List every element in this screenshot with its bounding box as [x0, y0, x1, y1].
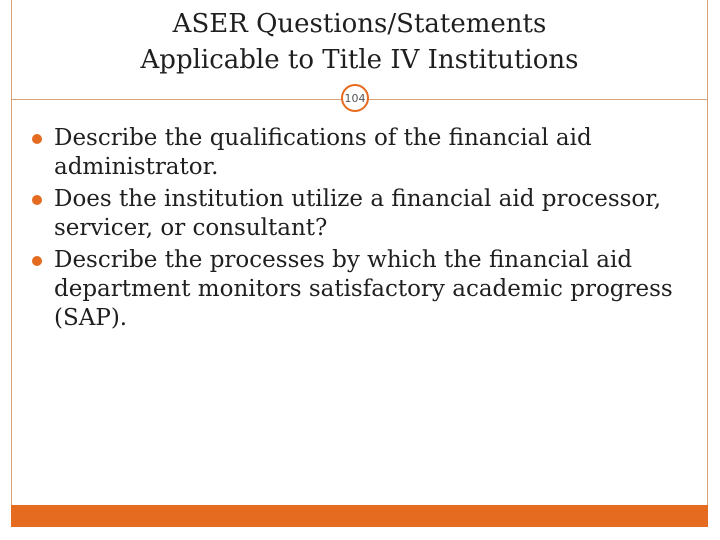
title-line-2: Applicable to Title IV Institutions	[140, 45, 579, 75]
bullet-list	[30, 124, 698, 336]
bullet-text: Describe the qualifications of the financial aid administrator.	[54, 125, 592, 180]
slide-title	[11, 6, 708, 78]
bullet-item	[30, 124, 698, 182]
bullet-item	[30, 185, 698, 243]
bullet-item	[30, 246, 698, 333]
title-line-1: ASER Questions/Statements	[172, 9, 547, 39]
bullet-text: Does the institution utilize a financial aid processor, servicer, or consultant?	[54, 186, 662, 241]
slide-number-badge: 104	[341, 84, 369, 112]
bullet-dot-icon	[32, 134, 42, 144]
bullet-text: Describe the processes by which the financial aid department monitors satisfactory academic progress (SAP).	[54, 247, 673, 331]
bullet-dot-icon	[32, 256, 42, 266]
footer-accent-bar	[11, 505, 708, 527]
bullet-dot-icon	[32, 195, 42, 205]
